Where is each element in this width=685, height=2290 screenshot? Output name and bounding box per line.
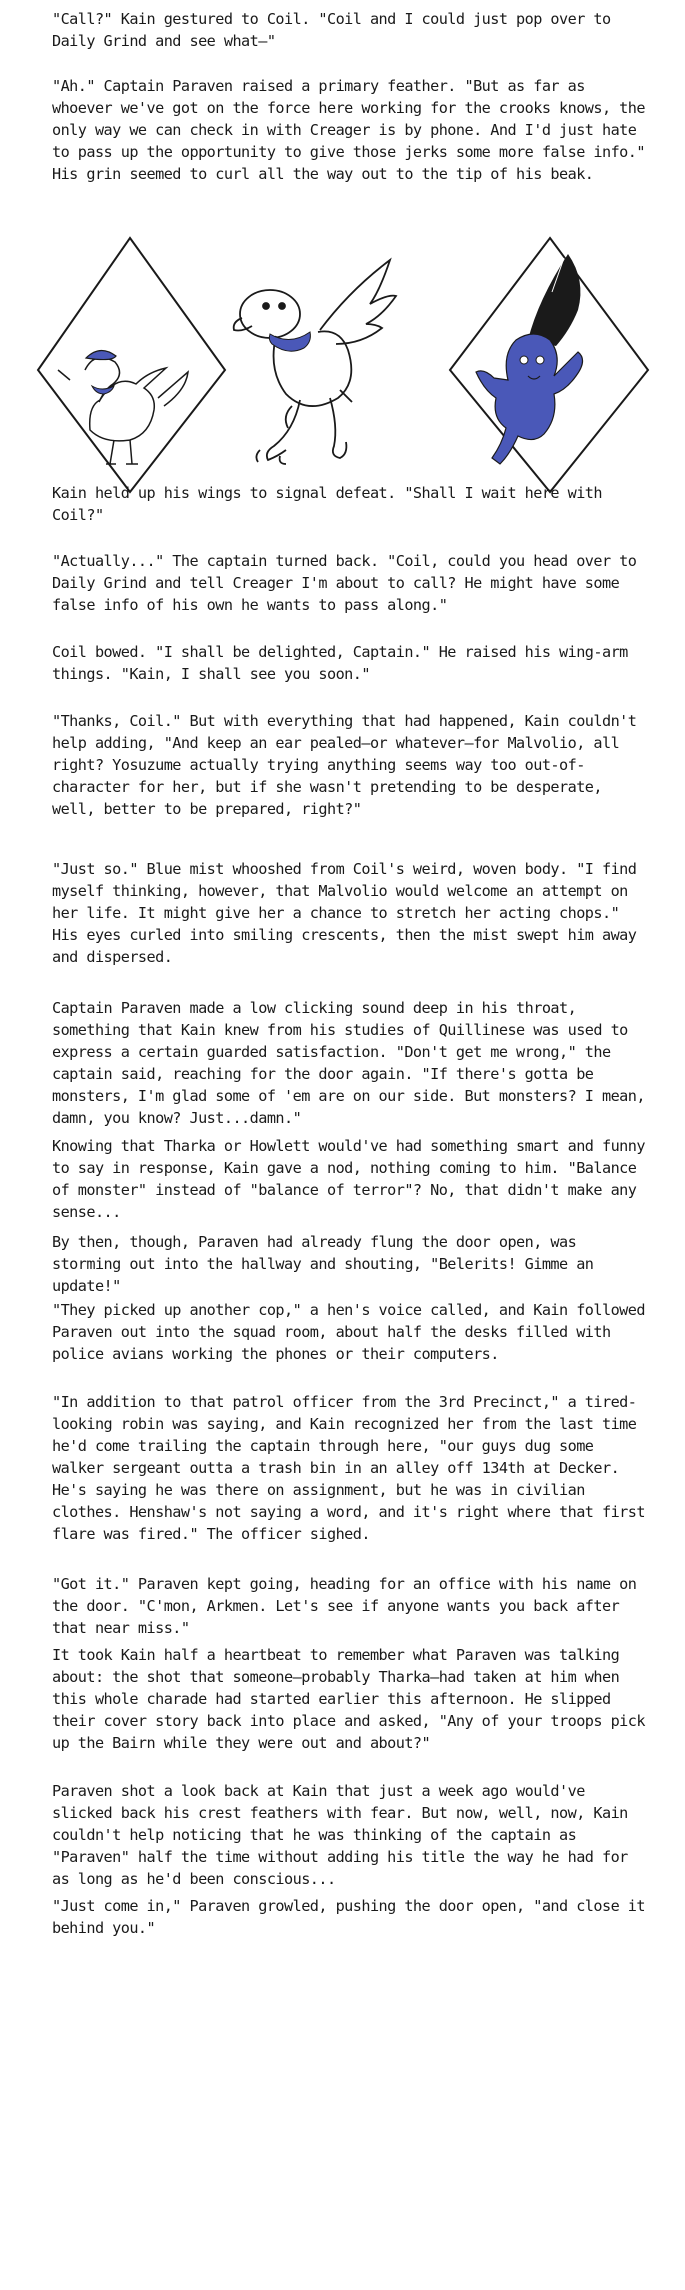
story-paragraph: By then, though, Paraven had already flung the door open, was storming out into the hallway and shouting, "Belerits! Gimme an update!"	[52, 1233, 594, 1295]
story-paragraph: Knowing that Tharka or Howlett would've had something smart and funny to say in response, Kain gave a nod, nothing coming to him. "Balance of monster" instead of "balance of terror"? No, that didn't make any sense...	[52, 1137, 645, 1221]
story-paragraph: "Just so." Blue mist whooshed from Coil's weird, woven body. "I find myself thinking, however, that Malvolio would welcome an attempt on her life. It might give her a chance to stretch her acting chops." His eyes curled into smiling crescents, then the mist swept him away and dispersed.	[52, 860, 637, 966]
story-paragraph: Kain held up his wings to signal defeat. "Shall I wait here with Coil?"	[52, 484, 602, 524]
illustration-strip	[30, 230, 660, 500]
center-bird-scarf-icon	[269, 332, 310, 351]
story-paragraph: Captain Paraven made a low clicking sound deep in his throat, something that Kain knew from his studies of Quillinese was used to express a certain guarded satisfaction. "Don't get me wrong," the captain said, reaching for the door again. "If there's gotta be monsters, I'm glad some of 'em are on our side. But monsters? I mean, damn, you know? Just...damn."	[52, 999, 645, 1127]
story-paragraph: Coil bowed. "I shall be delighted, Captain." He raised his wing-arm things. "Kain, I shall see you soon."	[52, 643, 628, 683]
left-diamond-panel	[38, 238, 225, 492]
story-paragraph: "Call?" Kain gestured to Coil. "Coil and I could just pop over to Daily Grind and see what—"	[52, 10, 611, 50]
center-bird	[234, 260, 396, 464]
story-paragraph: "Actually..." The captain turned back. "Coil, could you head over to Daily Grind and tell Creager I'm about to call? He might have some false info of his own he wants to pass along."	[52, 552, 637, 614]
story-paragraph: "They picked up another cop," a hen's voice called, and Kain followed Paraven out into the squad room, about half the desks filled with police avians working the phones or their computers.	[52, 1301, 645, 1363]
story-paragraph: "Just come in," Paraven growled, pushing the door open, "and close it behind you."	[52, 1897, 645, 1937]
right-bird-figure	[476, 254, 583, 464]
story-paragraph: "Thanks, Coil." But with everything that had happened, Kain couldn't help adding, "And keep an ear pealed—or whatever—for Malvolio, all right? Yosuzume actually trying anything seems way too out-of-character for her, but if she wasn't pretending to be desperate, well, better to be prepared, right?"	[52, 712, 637, 818]
left-bird-cap-icon	[86, 350, 116, 394]
story-paragraph: Paraven shot a look back at Kain that just a week ago would've slicked back his crest feathers with fear. But now, well, now, Kain couldn't help noticing that he was thinking of the captain as "Paraven" half the time without adding his title the way he had for as long as he'd been conscious...	[52, 1782, 628, 1888]
story-paragraph: "In addition to that patrol officer from the 3rd Precinct," a tired-looking robin was saying, and Kain recognized her from the last time he'd come trailing the captain through here, "our guys dug some walker sergeant outta a trash bin in an alley off 134th at Decker. He's saying he was there on assignment, but he was in civilian clothes. Henshaw's not saying a word, and it's right where that first flare was fired." The officer sighed.	[52, 1393, 645, 1543]
story-paragraph: "Got it." Paraven kept going, heading for an office with his name on the door. "C'mon, Arkmen. Let's see if anyone wants you back after that near miss."	[52, 1575, 637, 1637]
story-paragraph: "Ah." Captain Paraven raised a primary feather. "But as far as whoever we've got on the force here working for the crooks knows, the only way we can check in with Creager is by phone. And I'd just hate to pass up the opportunity to give those jerks some more false info." His grin seemed to curl all the way out to the tip of his beak.	[52, 77, 645, 183]
story-paragraph: It took Kain half a heartbeat to remember what Paraven was talking about: the shot that someone—probably Tharka—had taken at him when this whole charade had started earlier this afternoon. He slipped their cover story back into place and asked, "Any of your troops pick up the Bairn while they were out and about?"	[52, 1646, 645, 1752]
